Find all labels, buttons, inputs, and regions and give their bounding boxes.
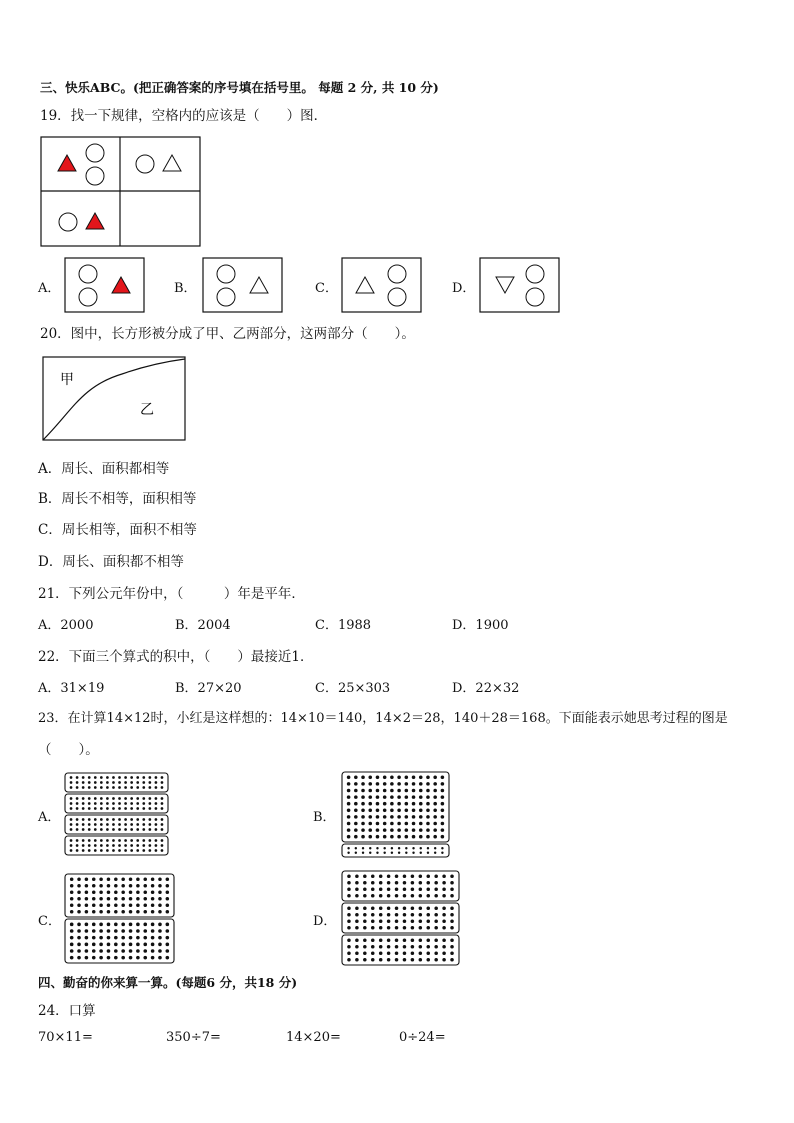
q22-option-d[interactable]: D．22×32 [452, 681, 520, 696]
q20-option-d[interactable]: D．周长、面积都不相等 [38, 554, 184, 570]
q21-option-a[interactable]: A．2000 [38, 618, 94, 633]
question-20-stem: 20．图中，长方形被分成了甲、乙两部分，这两部分（ ）。 [40, 326, 415, 342]
q21-option-c[interactable]: C．1988 [315, 618, 372, 633]
q20-rectangle-figure [42, 356, 187, 442]
mental-math-item: 70×11= [38, 1030, 93, 1045]
q21-option-d[interactable]: D．1900 [452, 618, 509, 633]
q20-option-c[interactable]: C．周长相等，面积不相等 [38, 522, 197, 538]
q19-pattern-grid [40, 136, 202, 248]
q23-option-d-figure[interactable] [341, 870, 461, 966]
q22-option-c[interactable]: C．25×303 [315, 681, 391, 696]
mental-math-item: 0÷24= [399, 1030, 446, 1045]
q23-option-a-figure[interactable] [64, 772, 170, 858]
question-23-stem-line1: 23．在计算14×12时，小红是这样想的：14×10＝140，14×2＝28，140＋28＝168。下面能表示她思考过程的图是 [38, 711, 728, 726]
red-triangle-icon [58, 155, 76, 171]
circle-icon [136, 155, 154, 173]
q23-option-a-label[interactable]: A． [38, 810, 61, 825]
question-22-stem: 22．下面三个算式的积中，（ ）最接近1． [38, 649, 314, 665]
q19-option-a-label[interactable]: A． [38, 281, 61, 296]
q23-option-b-label[interactable]: B． [313, 810, 336, 825]
q23-option-d-label[interactable]: D． [313, 914, 337, 929]
q23-option-b-figure[interactable] [341, 771, 451, 859]
q22-option-a[interactable]: A．31×19 [38, 681, 105, 696]
q23-option-c-figure[interactable] [64, 873, 176, 965]
q20-option-a[interactable]: A．周长、面积都相等 [38, 461, 170, 477]
question-21-stem: 21．下列公元年份中，（ ）年是平年． [38, 586, 305, 602]
q19-option-c-figure[interactable] [341, 257, 423, 313]
red-triangle-icon [86, 213, 104, 229]
label-jia: 甲 [60, 372, 74, 388]
circle-icon [86, 144, 104, 162]
q19-option-a-figure[interactable] [64, 257, 146, 313]
circle-icon [59, 213, 77, 231]
triangle-icon [163, 155, 181, 171]
q20-option-b[interactable]: B．周长不相等，面积相等 [38, 491, 197, 507]
mental-math-item: 14×20= [286, 1030, 341, 1045]
question-23-stem-line2: （ ）。 [38, 742, 99, 758]
q23-option-c-label[interactable]: C． [38, 914, 61, 929]
section-4-title: 四、勤奋的你来算一算。(每题6 分，共18 分) [38, 975, 298, 990]
question-19-stem: 19．找一下规律，空格内的应该是（ ）图． [40, 108, 328, 124]
q19-option-b-figure[interactable] [202, 257, 284, 313]
section-3-title: 三、快乐ABC。(把正确答案的序号填在括号里。 每题 2 分, 共 10 分) [40, 80, 439, 95]
q21-option-b[interactable]: B．2004 [175, 618, 231, 633]
mental-math-item: 350÷7= [166, 1030, 221, 1045]
label-yi: 乙 [140, 402, 154, 418]
q19-option-d-label[interactable]: D． [452, 281, 476, 296]
q19-option-d-figure[interactable] [479, 257, 561, 313]
circle-icon [86, 167, 104, 185]
q19-option-b-label[interactable]: B． [174, 281, 197, 296]
q22-option-b[interactable]: B．27×20 [175, 681, 242, 696]
q19-option-c-label[interactable]: C． [315, 281, 338, 296]
question-24-stem: 24．口算 [38, 1003, 96, 1019]
